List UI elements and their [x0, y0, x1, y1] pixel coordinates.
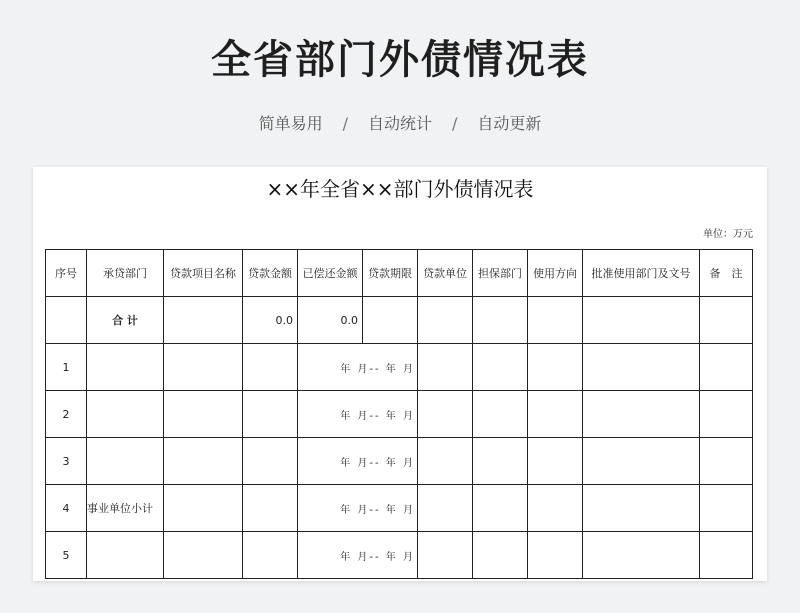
- table-cell: [700, 485, 753, 532]
- debt-table: [45, 249, 753, 579]
- total-label: 合 计: [87, 297, 164, 344]
- header-cell: 贷款金额: [243, 250, 298, 297]
- tagline: [0, 112, 800, 136]
- table-row: [46, 532, 753, 579]
- row-number: 3: [46, 438, 87, 485]
- unit-label: 单位：万元: [703, 229, 753, 240]
- table-cell: [243, 344, 298, 391]
- header-cell: 贷款期限: [363, 250, 418, 297]
- row-period: 年 月-- 年 月: [298, 391, 418, 438]
- table-cell: [473, 438, 528, 485]
- header-cell: 序号: [46, 250, 87, 297]
- total-repaid-amount: 0.0: [298, 297, 363, 344]
- table-cell: [418, 391, 473, 438]
- table-cell: [418, 344, 473, 391]
- header-cell: 批准使用部门及文号: [583, 250, 700, 297]
- tag-separator: /: [452, 114, 458, 133]
- table-cell: [528, 532, 583, 579]
- table-cell: [583, 532, 700, 579]
- table-cell: [164, 391, 243, 438]
- table-row: [46, 344, 753, 391]
- header-cell: 贷款项目名称: [164, 250, 243, 297]
- table-cell: [243, 532, 298, 579]
- table-cell: [700, 391, 753, 438]
- table-row: [46, 391, 753, 438]
- tag-auto-stat: 自动统计: [367, 114, 432, 133]
- table-cell: [583, 438, 700, 485]
- row-dept: [87, 391, 164, 438]
- total-loan-amount: 0.0: [243, 297, 298, 344]
- table-cell: [473, 344, 528, 391]
- table-cell: [473, 391, 528, 438]
- row-period: 年 月-- 年 月: [298, 532, 418, 579]
- table-cell: [700, 344, 753, 391]
- row-dept: [87, 344, 164, 391]
- table-row: [46, 485, 753, 532]
- table-cell: [243, 485, 298, 532]
- table-cell: [528, 391, 583, 438]
- row-dept: [87, 532, 164, 579]
- total-row: [46, 297, 753, 344]
- table-cell: [583, 485, 700, 532]
- table-cell: [583, 297, 700, 344]
- header-cell: 使用方向: [528, 250, 583, 297]
- row-dept: 事业单位小计: [87, 485, 164, 532]
- table-cell: [700, 438, 753, 485]
- table-cell: [46, 297, 87, 344]
- table-cell: [700, 532, 753, 579]
- row-number: 4: [46, 485, 87, 532]
- row-period: 年 月-- 年 月: [298, 438, 418, 485]
- tag-easy: 简单易用: [258, 114, 323, 133]
- table-cell: [583, 391, 700, 438]
- table-cell: [418, 532, 473, 579]
- table-cell: [363, 297, 418, 344]
- table-cell: [528, 344, 583, 391]
- table-cell: [528, 485, 583, 532]
- row-number: 1: [46, 344, 87, 391]
- row-number: 5: [46, 532, 87, 579]
- row-period: 年 月-- 年 月: [298, 344, 418, 391]
- table-cell: [164, 344, 243, 391]
- table-cell: [418, 297, 473, 344]
- table-cell: [418, 438, 473, 485]
- tag-separator: /: [342, 114, 348, 133]
- table-cell: [528, 438, 583, 485]
- table-cell: [473, 485, 528, 532]
- table-cell: [164, 485, 243, 532]
- tag-auto-update: 自动更新: [477, 114, 542, 133]
- table-cell: [473, 297, 528, 344]
- table-cell: [164, 532, 243, 579]
- table-cell: [700, 297, 753, 344]
- table-cell: [473, 532, 528, 579]
- table-cell: [164, 438, 243, 485]
- table-cell: [583, 344, 700, 391]
- row-dept: [87, 438, 164, 485]
- sheet-title: ××年全省××部门外债情况表: [266, 177, 534, 201]
- header-cell: 已偿还金额: [298, 250, 363, 297]
- table-cell: [418, 485, 473, 532]
- table-cell: [164, 297, 243, 344]
- header-cell: 承贷部门: [87, 250, 164, 297]
- table-cell: [528, 297, 583, 344]
- table-cell: [243, 438, 298, 485]
- table-row: [46, 438, 753, 485]
- spreadsheet-preview: [33, 167, 767, 581]
- header-cell: 贷款单位: [418, 250, 473, 297]
- header-cell: 担保部门: [473, 250, 528, 297]
- row-number: 2: [46, 391, 87, 438]
- header-row: [46, 250, 753, 297]
- row-period: 年 月-- 年 月: [298, 485, 418, 532]
- header-cell: 备 注: [700, 250, 753, 297]
- table-cell: [243, 391, 298, 438]
- page-title: 全省部门外债情况表: [211, 37, 589, 83]
